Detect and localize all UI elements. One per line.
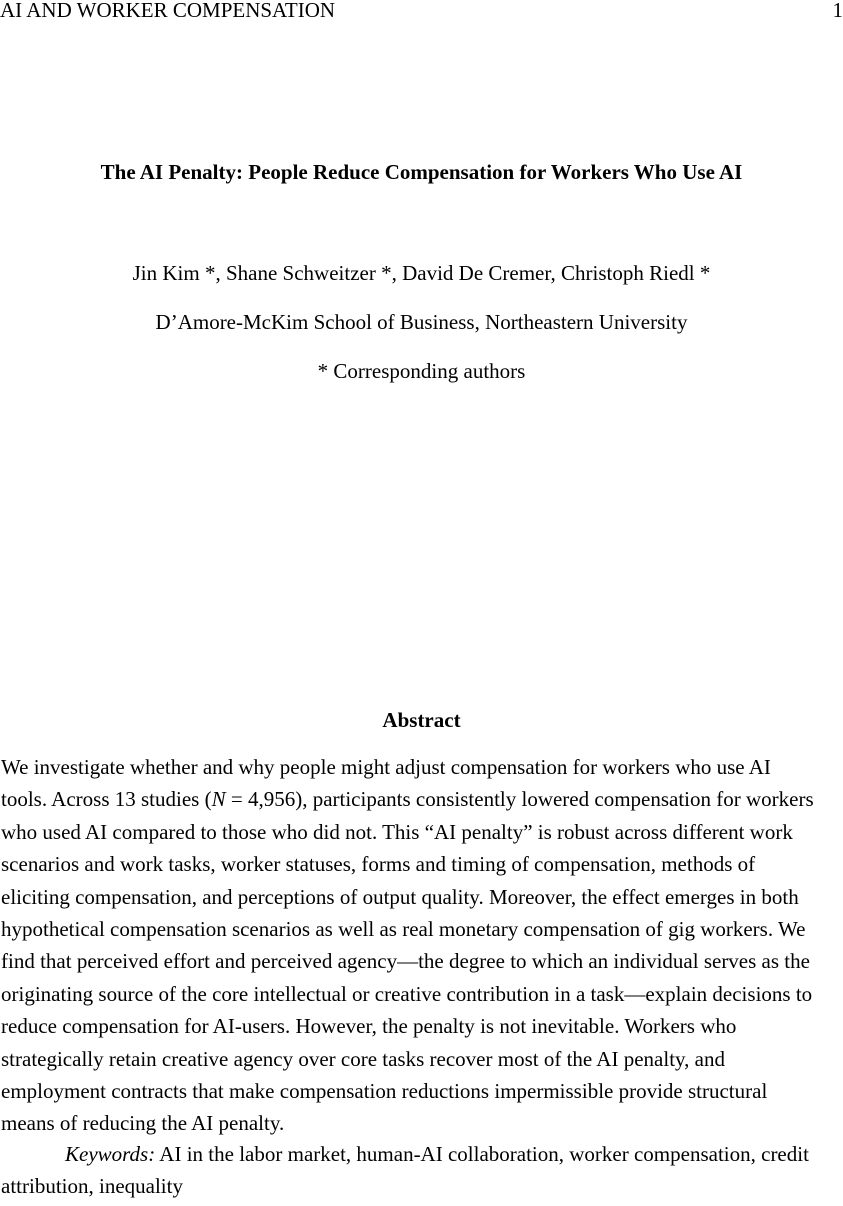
abstract-text: tools. Across 13 studies ( bbox=[1, 787, 212, 811]
abstract-line: find that perceived effort and perceived agency—the degree to which an individual serves as the bbox=[1, 948, 843, 980]
sample-size-symbol: N bbox=[212, 787, 226, 811]
keywords-label: Keywords: bbox=[65, 1142, 155, 1166]
abstract-text: = 4,956), participants consistently lowered compensation for workers bbox=[226, 787, 814, 811]
abstract-line: employment contracts that make compensation reductions impermissible provide structural bbox=[1, 1078, 843, 1110]
corresponding-note: * Corresponding authors bbox=[0, 358, 843, 384]
running-head: AI AND WORKER COMPENSATION bbox=[0, 0, 335, 23]
affiliation: D’Amore-McKim School of Business, Northeastern University bbox=[0, 309, 843, 335]
abstract-line: scenarios and work tasks, worker statuses, forms and timing of compensation, methods of bbox=[1, 851, 843, 883]
page-number: 1 bbox=[833, 0, 843, 23]
author-list: Jin Kim *, Shane Schweitzer *, David De Cremer, Christoph Riedl * bbox=[0, 260, 843, 286]
abstract-heading: Abstract bbox=[0, 707, 843, 733]
keywords-line: attribution, inequality bbox=[1, 1173, 843, 1205]
abstract-line: eliciting compensation, and perceptions of output quality. Moreover, the effect emerges in both bbox=[1, 884, 843, 916]
keywords-text: AI in the labor market, human-AI collaboration, worker compensation, credit bbox=[155, 1142, 809, 1166]
abstract-line: hypothetical compensation scenarios as well as real monetary compensation of gig workers. We bbox=[1, 916, 843, 948]
abstract-line: originating source of the core intellectual or creative contribution in a task—explain decisions to bbox=[1, 981, 843, 1013]
abstract-line bbox=[1, 786, 843, 818]
abstract-line: strategically retain creative agency over core tasks recover most of the AI penalty, and bbox=[1, 1046, 843, 1078]
abstract-line: who used AI compared to those who did not. This “AI penalty” is robust across different work bbox=[1, 819, 843, 851]
keywords bbox=[1, 1141, 843, 1206]
abstract-line: reduce compensation for AI-users. However, the penalty is not inevitable. Workers who bbox=[1, 1013, 843, 1045]
abstract-body bbox=[1, 754, 843, 1143]
abstract-line: means of reducing the AI penalty. bbox=[1, 1110, 843, 1142]
keywords-line bbox=[1, 1141, 843, 1173]
abstract-line: We investigate whether and why people might adjust compensation for workers who use AI bbox=[1, 754, 843, 786]
paper-title: The AI Penalty: People Reduce Compensation for Workers Who Use AI bbox=[0, 159, 843, 185]
